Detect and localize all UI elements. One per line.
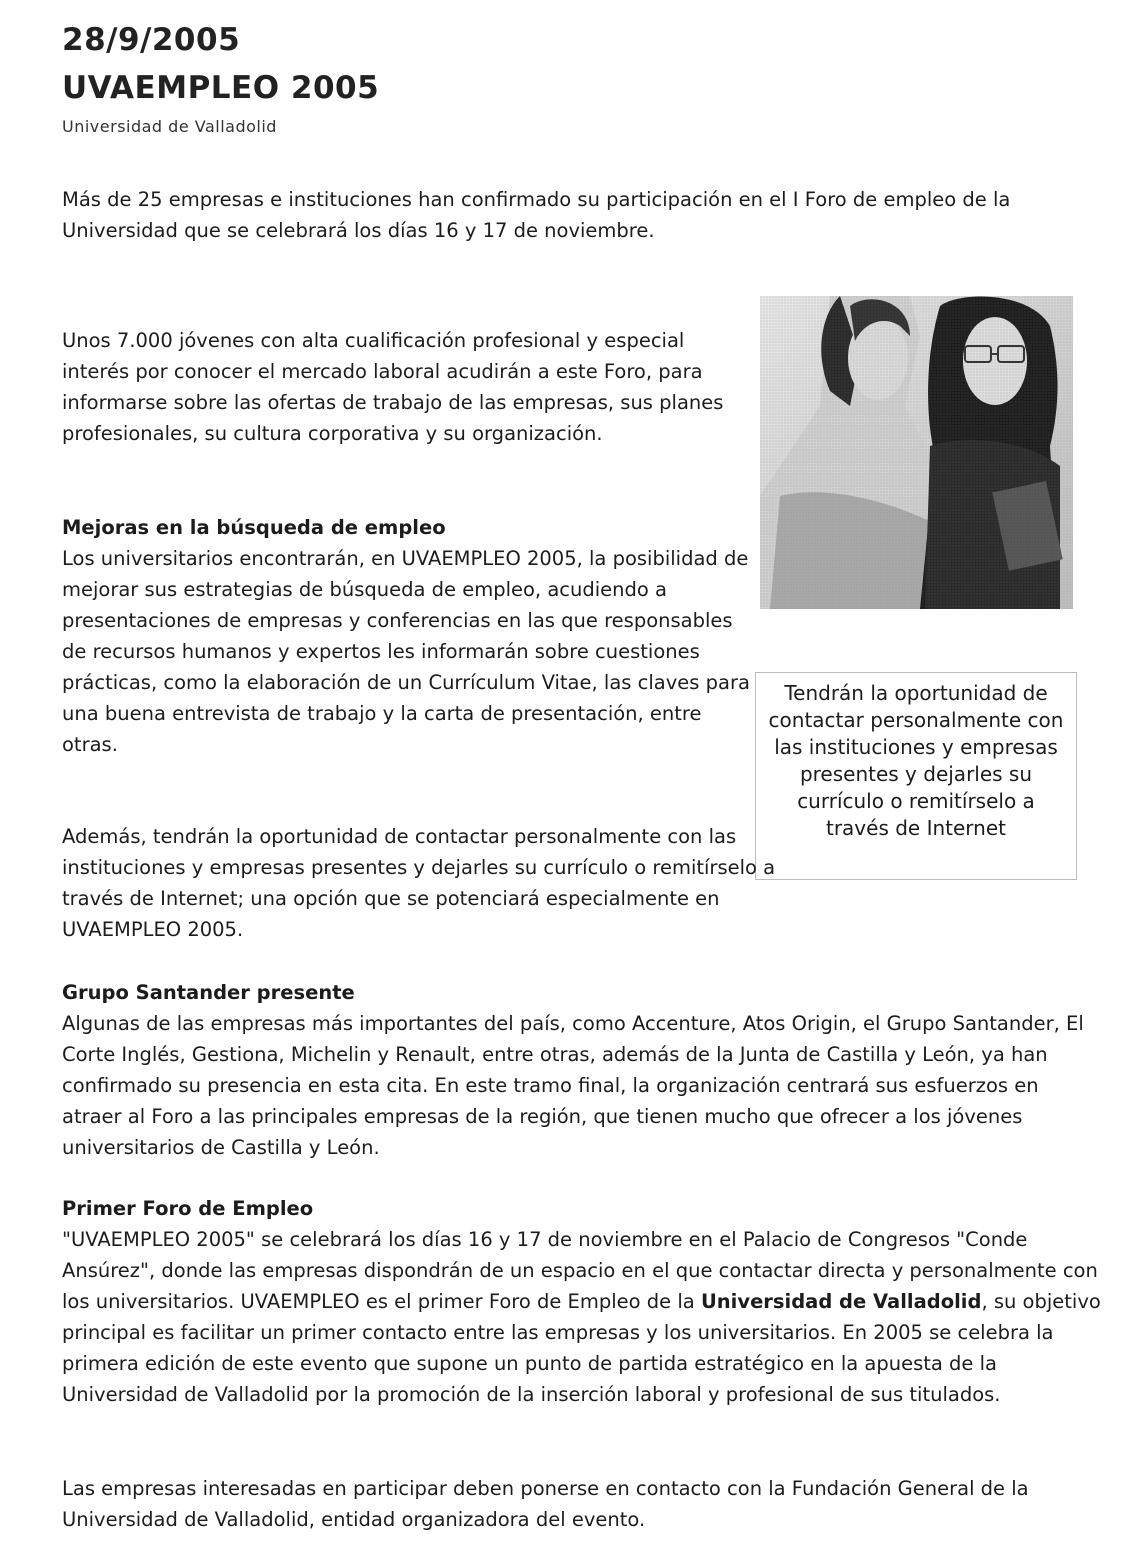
section-body: Algunas de las empresas más importantes del país, como Accenture, Atos Origin, el Grupo Santander, El Corte Inglés, Gestiona, Michelin y Renault, entre otras, además de la Junta de Castilla y León, ya han confirmado su presencia en esta cita. En este tramo final, la organización centrará sus esfuerzos en atraer al Foro a las principales empresas de la región, que tienen mucho que ofrecer a los jóvenes universitarios de Castilla y León. <box>62 1012 1084 1159</box>
pull-quote: Tendrán la oportunidad de contactar personalmente con las instituciones y empresas presentes y dejarles su currículo o remitírselo a través de Internet <box>755 672 1077 880</box>
section-body-before: "UVAEMPLEO 2005" se celebrará los días 16 y 17 de noviembre en el Palacio de Congresos "Conde Ansúrez", donde las empresas dispondrán de un espacio en el que contactar directa y personalmente con los universitarios. UVAEMPLEO es el primer Foro de Empleo de la <box>62 1228 1098 1313</box>
section-body-after: , su objetivo principal es facilitar un primer contacto entre las empresas y los universitarios. En 2005 se celebra la primera edición de este evento que supone un punto de partida estratégico en la apuesta de la Universidad de Valladolid por la promoción de la inserción laboral y profesional de sus titulados. <box>62 1290 1101 1406</box>
students-photo-illustration <box>760 296 1073 609</box>
students-photo <box>760 296 1073 609</box>
article-date: 28/9/2005 <box>62 22 241 58</box>
paragraph-participants: Unos 7.000 jóvenes con alta cualificación profesional y especial interés por conocer el mercado laboral acudirán a este Foro, para informarse sobre las ofertas de trabajo de las empresas, sus planes profesionales, su cultura corporativa y su organización. <box>62 329 724 445</box>
section-heading: Grupo Santander presente <box>62 981 355 1004</box>
section-santander <box>62 977 1102 1163</box>
article-source: Universidad de Valladolid <box>62 117 277 136</box>
university-name: Universidad de Valladolid <box>700 1290 982 1313</box>
section-job-search <box>62 512 752 760</box>
paragraph-contact: Además, tendrán la oportunidad de contactar personalmente con las instituciones y empresas presentes y dejarles su currículo o remitírselo a través de Internet; una opción que se potenciará especialmente en UVAEMPLEO 2005. <box>62 825 776 941</box>
section-first-forum <box>62 1193 1102 1410</box>
section-heading: Primer Foro de Empleo <box>62 1197 314 1220</box>
section-body: Los universitarios encontrarán, en UVAEMPLEO 2005, la posibilidad de mejorar sus estrategias de búsqueda de empleo, acudiendo a presentaciones de empresas y conferencias en las que responsables de recursos humanos y expertos les informarán sobre cuestiones prácticas, como la elaboración de un Currículum Vitae, las claves para una buena entrevista de trabajo y la carta de presentación, entre otras. <box>62 547 750 756</box>
article-lead: Más de 25 empresas e instituciones han confirmado su participación en el I Foro de empleo de la Universidad que se celebrará los días 16 y 17 de noviembre. <box>62 188 1011 242</box>
article-title: UVAEMPLEO 2005 <box>62 70 380 106</box>
closing-paragraph: Las empresas interesadas en participar deben ponerse en contacto con la Fundación General de la Universidad de Valladolid, entidad organizadora del evento. <box>62 1477 1029 1531</box>
section-heading: Mejoras en la búsqueda de empleo <box>62 516 446 539</box>
